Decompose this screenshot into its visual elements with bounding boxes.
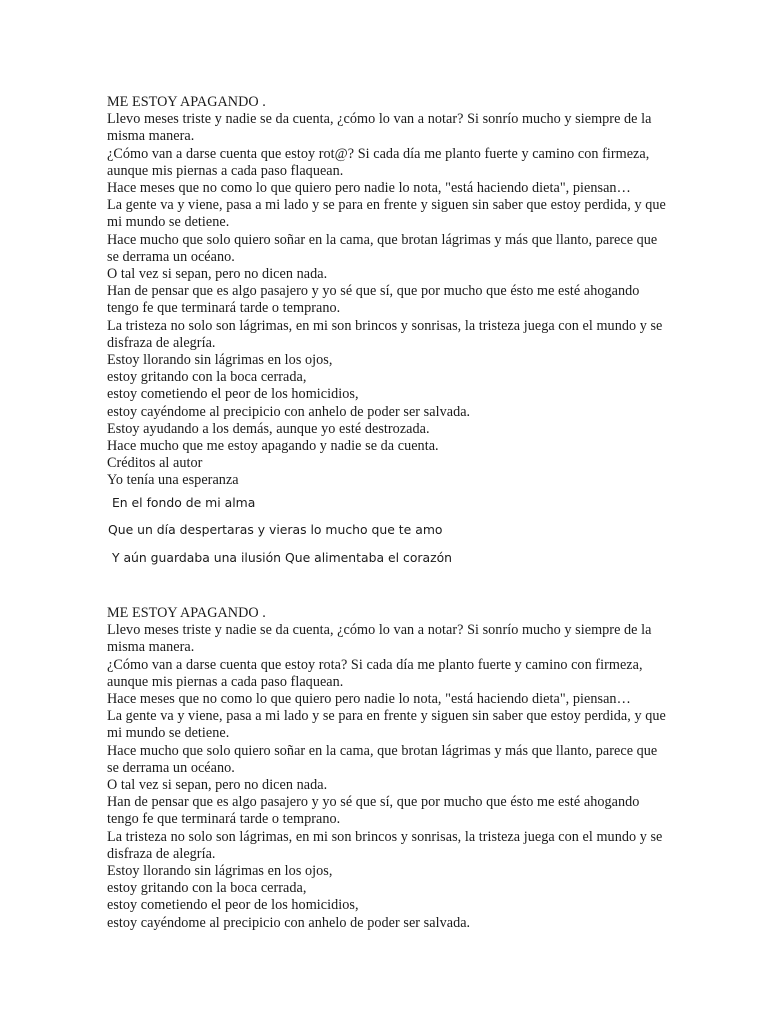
poem-line: La tristeza no solo son lágrimas, en mi son brincos y sonrisas, la tristeza juega con el mundo y se disfraza de alegría.	[107, 828, 663, 862]
poem-block-2	[107, 605, 667, 932]
poem-line: Hace meses que no como lo que quiero pero nadie lo nota, "está haciendo dieta", piensan…	[107, 691, 631, 708]
poem-line: estoy cometiendo el peor de los homicidios,	[107, 386, 359, 403]
poem-line: Han de pensar que es algo pasajero y yo sé que sí, que por mucho que ésto me esté ahogando tengo fe que terminará tarde o temprano.	[107, 794, 640, 828]
poem-credits: Créditos al autor	[107, 455, 203, 472]
poem-line: Estoy ayudando a los demás, aunque yo esté destrozada.	[107, 420, 430, 437]
poem-line: Llevo meses triste y nadie se da cuenta, ¿cómo lo van a notar? Si sonrío mucho y siempre de la misma manera.	[107, 622, 652, 656]
poem-line: La gente va y viene, pasa a mi lado y se para en frente y siguen sin saber que estoy perdida, y que mi mundo se detiene.	[107, 708, 666, 742]
poem-line: La gente va y viene, pasa a mi lado y se para en frente y siguen sin saber que estoy perdida, y que mi mundo se detiene.	[107, 197, 666, 231]
song-line: Yo tenía una esperanza	[107, 472, 239, 489]
poem-line: estoy cayéndome al precipicio con anhelo de poder ser salvada.	[107, 914, 471, 931]
poem-line: O tal vez si sepan, pero no dicen nada.	[107, 266, 328, 283]
poem-line: Hace mucho que solo quiero soñar en la cama, que brotan lágrimas y más que llanto, parece que se derrama un océano.	[107, 742, 658, 776]
poem-line: ¿Cómo van a darse cuenta que estoy rot@? Si cada día me planto fuerte y camino con firmeza, aunque mis piernas a cada paso flaquean.	[107, 145, 650, 179]
poem-line: Hace meses que no como lo que quiero pero nadie lo nota, "está haciendo dieta", piensan…	[107, 180, 631, 197]
poem-line: estoy cayéndome al precipicio con anhelo de poder ser salvada.	[107, 403, 471, 420]
poem-title: ME ESTOY APAGANDO .	[107, 605, 266, 621]
poem-line: Estoy llorando sin lágrimas en los ojos,	[107, 863, 333, 880]
poem-line: Hace mucho que me estoy apagando y nadie se da cuenta.	[107, 438, 439, 455]
song-line: Que un día despertaras y vieras lo mucho que te amo	[108, 522, 443, 537]
poem-line: Llevo meses triste y nadie se da cuenta, ¿cómo lo van a notar? Si sonrío mucho y siempre de la misma manera.	[107, 111, 652, 145]
poem-line: La tristeza no solo son lágrimas, en mi son brincos y sonrisas, la tristeza juega con el mundo y se disfraza de alegría.	[107, 317, 663, 351]
poem-line: O tal vez si sepan, pero no dicen nada.	[107, 777, 328, 794]
poem-line: Han de pensar que es algo pasajero y yo sé que sí, que por mucho que ésto me esté ahogando tengo fe que terminará tarde o temprano.	[107, 283, 640, 317]
song-line: En el fondo de mi alma	[108, 495, 256, 510]
poem-block-1	[107, 94, 667, 490]
poem-line: estoy gritando con la boca cerrada,	[107, 369, 307, 386]
poem-line: Estoy llorando sin lágrimas en los ojos,	[107, 352, 333, 369]
poem-line: estoy gritando con la boca cerrada,	[107, 880, 307, 897]
poem-title: ME ESTOY APAGANDO .	[107, 94, 266, 110]
poem-line: ¿Cómo van a darse cuenta que estoy rota? Si cada día me planto fuerte y camino con firmeza, aunque mis piernas a cada paso flaquean.	[107, 656, 643, 690]
poem-line: estoy cometiendo el peor de los homicidios,	[107, 897, 359, 914]
poem-line: Hace mucho que solo quiero soñar en la cama, que brotan lágrimas y más que llanto, parece que se derrama un océano.	[107, 231, 658, 265]
song-line: Y aún guardaba una ilusión Que alimentaba el corazón	[108, 550, 453, 565]
